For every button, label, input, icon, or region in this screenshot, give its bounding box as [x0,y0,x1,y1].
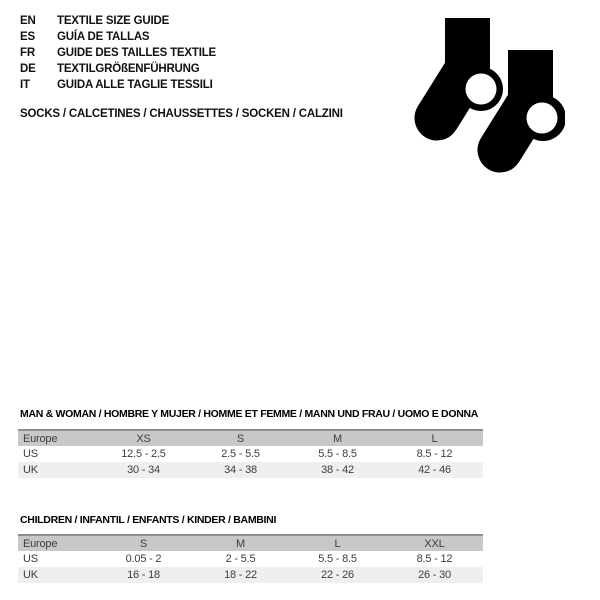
size-cell: 38 - 42 [321,464,354,476]
category-title: SOCKS / CALCETINES / CHAUSSETTES / SOCKEN / CALZINI [20,108,343,120]
size-cell: 18 - 22 [224,569,257,581]
region-cell: UK [23,464,38,476]
column-header-europe: Europe [23,537,58,550]
language-list [20,13,360,93]
size-cell: 26 - 30 [418,569,451,581]
language-row-en [20,13,360,29]
front-sock [500,50,565,150]
adult-table-header-row [18,429,483,446]
size-cell: 22 - 26 [321,569,354,581]
language-code: IT [20,79,30,91]
column-header-xxl: XXL [424,537,445,550]
size-cell: 12.5 - 2.5 [121,448,166,460]
socks-icon [405,0,565,180]
back-sock [437,18,503,118]
language-code: DE [20,63,36,75]
front-sock-heel-hole [527,103,558,134]
size-cell: 30 - 34 [127,464,160,476]
column-header-europe: Europe [23,432,58,445]
language-label: GUIDA ALLE TAGLIE TESSILI [57,79,213,91]
language-label: TEXTILGRÖßENFÜHRUNG [57,63,200,75]
language-label: TEXTILE SIZE GUIDE [57,15,170,27]
language-row-es [20,29,360,45]
adult-table-title: MAN & WOMAN / HOMBRE Y MUJER / HOMME ET FEMME / MANN UND FRAU / UOMO E DONNA [20,408,479,420]
size-cell: 8.5 - 12 [416,553,453,565]
column-header-m: M [236,537,245,550]
language-label: GUÍA DE TALLAS [57,31,150,43]
adult-size-table [18,429,483,478]
size-cell: 34 - 38 [224,464,257,476]
adult-us-row [18,446,483,462]
back-sock-heel-hole [466,74,497,105]
column-header-xs: XS [136,432,151,445]
size-cell: 16 - 18 [127,569,160,581]
language-row-fr [20,45,360,61]
language-code: ES [20,31,35,43]
language-row-it [20,77,360,93]
language-label: GUIDE DES TAILLES TEXTILE [57,47,216,59]
children-table-header-row [18,534,483,551]
adult-uk-row [18,462,483,478]
column-header-l: L [334,537,341,550]
region-cell: US [23,553,38,565]
size-cell: 5.5 - 8.5 [318,553,357,565]
region-cell: US [23,448,38,460]
children-us-row [18,551,483,567]
size-cell: 2 - 5.5 [225,553,256,565]
region-cell: UK [23,569,38,581]
column-header-m: M [333,432,342,445]
children-size-table [18,534,483,583]
size-cell: 2.5 - 5.5 [221,448,260,460]
children-uk-row [18,567,483,583]
column-header-s: S [236,432,245,445]
size-cell: 8.5 - 12 [416,448,453,460]
size-cell: 0.05 - 2 [125,553,162,565]
column-header-s: S [139,537,148,550]
size-cell: 5.5 - 8.5 [318,448,357,460]
language-row-de [20,61,360,77]
column-header-l: L [431,432,438,445]
children-table-title: CHILDREN / INFANTIL / ENFANTS / KINDER / BAMBINI [20,514,277,526]
language-code: FR [20,47,35,59]
language-code: EN [20,15,36,27]
size-cell: 42 - 46 [418,464,451,476]
